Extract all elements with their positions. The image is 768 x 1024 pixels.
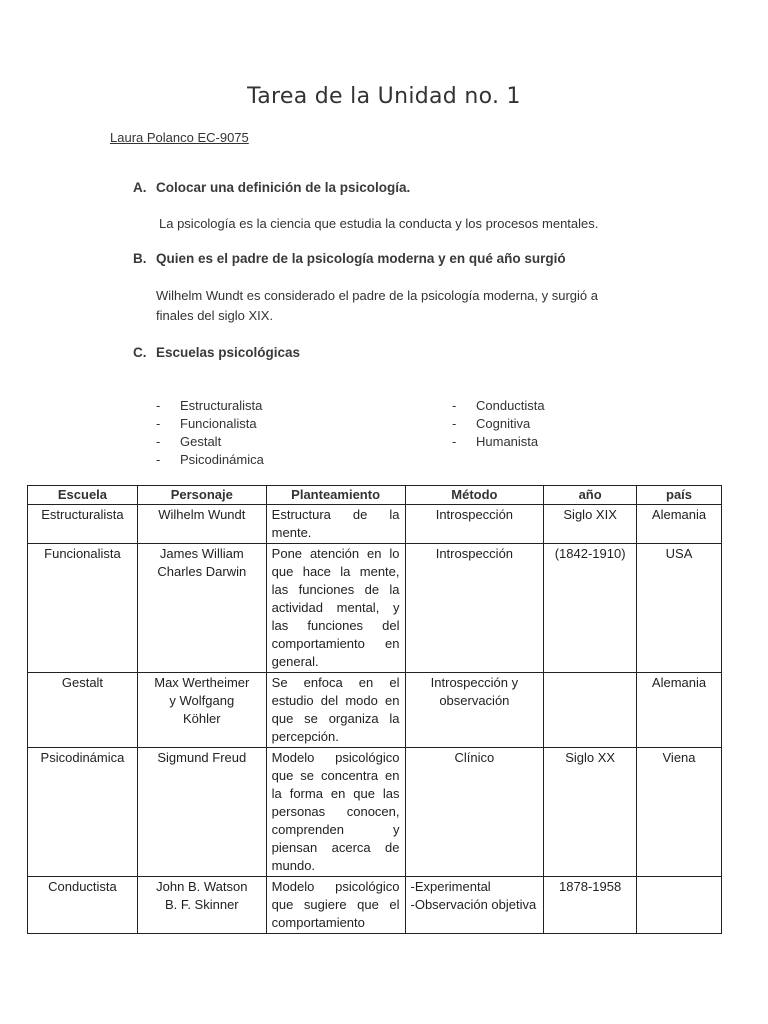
page-title: Tarea de la Unidad no. 1 [247, 84, 521, 109]
heading-c-text: Escuelas psicológicas [156, 345, 301, 360]
cell-personaje: Max Wertheimer y Wolfgang Köhler [137, 673, 266, 748]
cell-planteamiento: Estructura de la mente. [266, 505, 405, 544]
heading-c-letter: C. [133, 345, 147, 360]
heading-a-letter: A. [133, 180, 147, 195]
cell-escuela: Gestalt [28, 673, 138, 748]
cell-metodo: Introspección [405, 544, 544, 673]
cell-personaje: John B. Watson B. F. Skinner [137, 877, 266, 934]
cell-metodo: -Experimental -Observación objetiva [405, 877, 544, 934]
cell-metodo: Clínico [405, 748, 544, 877]
heading-a [133, 180, 410, 195]
cell-planteamiento: Modelo psicológico que se concentra en la forma en que las personas conocen, comprenden y piensan acerca de mundo. [266, 748, 405, 877]
cell-planteamiento: Se enfoca en el estudio del modo en que se organiza la percepción. [266, 673, 405, 748]
list-item: - Gestalt [156, 433, 264, 451]
table-row [28, 544, 722, 673]
cell-anio: Siglo XIX [544, 505, 637, 544]
schools-table [27, 485, 722, 934]
cell-pais: Alemania [637, 505, 722, 544]
table-row [28, 877, 722, 934]
col-header-metodo: Método [405, 486, 544, 505]
cell-pais: Viena [637, 748, 722, 877]
table-row [28, 673, 722, 748]
schools-list-left [156, 397, 264, 469]
answer-b [156, 286, 598, 326]
cell-anio: 1878-1958 [544, 877, 637, 934]
cell-anio [544, 673, 637, 748]
table-row [28, 748, 722, 877]
schools-list-right [452, 397, 545, 451]
list-item: - Funcionalista [156, 415, 264, 433]
author-line: Laura Polanco EC-9075 [110, 130, 249, 145]
heading-b-text: Quien es el padre de la psicología moderna y en qué año surgió [156, 251, 566, 266]
cell-planteamiento: Pone atención en lo que hace la mente, las funciones de la actividad mental, y las funciones del comportamiento en general. [266, 544, 405, 673]
col-header-personaje: Personaje [137, 486, 266, 505]
cell-personaje: Sigmund Freud [137, 748, 266, 877]
cell-escuela: Conductista [28, 877, 138, 934]
answer-a: La psicología es la ciencia que estudia la conducta y los procesos mentales. [159, 216, 599, 231]
col-header-planteamiento: Planteamiento [266, 486, 405, 505]
col-header-pais: país [637, 486, 722, 505]
answer-b-line-1: Wilhelm Wundt es considerado el padre de la psicología moderna, y surgió a [156, 288, 598, 303]
table-header-row [28, 486, 722, 505]
cell-anio: Siglo XX [544, 748, 637, 877]
cell-planteamiento: Modelo psicológico que sugiere que el comportamiento [266, 877, 405, 934]
cell-metodo: Introspección y observación [405, 673, 544, 748]
cell-personaje: James William Charles Darwin [137, 544, 266, 673]
cell-pais [637, 877, 722, 934]
cell-escuela: Estructuralista [28, 505, 138, 544]
cell-metodo: Introspección [405, 505, 544, 544]
col-header-escuela: Escuela [28, 486, 138, 505]
heading-a-text: Colocar una definición de la psicología. [156, 180, 411, 195]
cell-pais: USA [637, 544, 722, 673]
table-row [28, 505, 722, 544]
list-item: - Psicodinámica [156, 451, 264, 469]
heading-c [133, 345, 300, 360]
answer-b-line-2: finales del siglo XIX. [156, 308, 274, 323]
heading-b-letter: B. [133, 251, 147, 266]
list-item: - Conductista [452, 397, 545, 415]
list-item: - Humanista [452, 433, 545, 451]
list-item: - Cognitiva [452, 415, 545, 433]
cell-anio: (1842-1910) [544, 544, 637, 673]
col-header-anio: año [544, 486, 637, 505]
list-item: - Estructuralista [156, 397, 264, 415]
cell-escuela: Funcionalista [28, 544, 138, 673]
cell-pais: Alemania [637, 673, 722, 748]
cell-personaje: Wilhelm Wundt [137, 505, 266, 544]
heading-b [133, 251, 566, 266]
cell-escuela: Psicodinámica [28, 748, 138, 877]
